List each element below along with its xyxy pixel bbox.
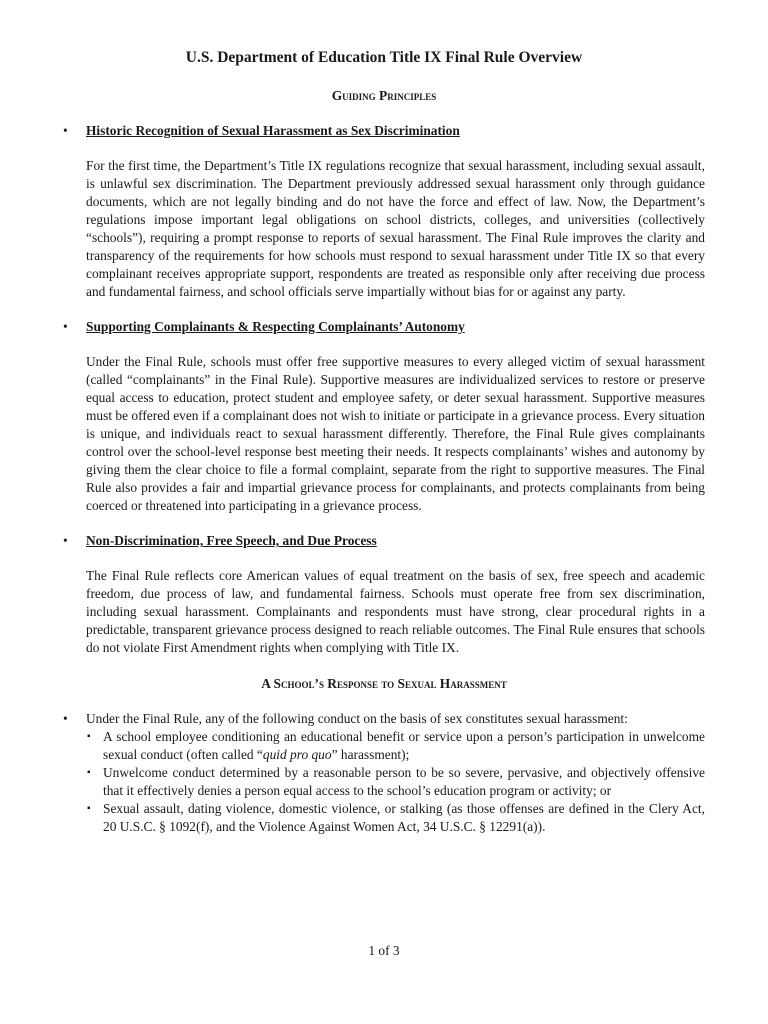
bullet: • [63, 533, 68, 548]
response-intro [63, 710, 705, 728]
principle-body-2: Under the Final Rule, schools must offer free supportive measures to every alleged victim of sexual harassment (called “complainants” in the Final Rule). Supportive measures are individualized services to restore or preserve equal access to education, protect student and employee safety, or deter sexual harassment. Supportive measures must be offered even if a complainant does not wish to initiate or participate in a grievance process. Every situation is unique, and individuals react to sexual harassment differently. Therefore, the Final Rule gives complainants control over the school-level response best meeting their needs. It respects complainants’ wishes and autonomy by giving them the clear choice to file a formal complaint, separate from the right to supportive measures. The Final Rule also provides a fair and impartial grievance process for complainants, and protects complainants from being coerced or threatened into participating in a grievance process. [86, 354, 705, 513]
principle-body-3: The Final Rule reflects core American values of equal treatment on the basis of sex, free speech and academic freedom, due process of law, and fundamental fairness. Schools must operate free from sex discrimination, including sexual harassment. Complainants and respondents must have strong, clear procedural rights in a predictable, transparent grievance process designed to reach reliable outcomes. The Final Rule ensures that schools do not violate First Amendment rights when complying with Title IX. [86, 568, 705, 655]
section-heading-guiding-principles: Guiding Principles [331, 88, 437, 103]
response-intro-text: Under the Final Rule, any of the following conduct on the basis of sex constitutes sexual harassment: [86, 711, 628, 726]
section-heading-school-response: A School’s Response to Sexual Harassment [261, 676, 507, 691]
list-item-text: A school employee conditioning an educational benefit or service upon a person’s participation in unwelcome sexual conduct (often called “ [103, 729, 705, 762]
harassment-definitions-list [63, 728, 705, 836]
principle-heading-1-text: Historic Recognition of Sexual Harassment as Sex Discrimination [86, 123, 460, 138]
page-number: 1 of 3 [368, 943, 400, 958]
list-item [86, 800, 705, 836]
list-item-italic: quid pro quo [262, 747, 332, 762]
principle-heading-2 [63, 318, 705, 336]
list-item-text: Sexual assault, dating violence, domestic violence, or stalking (as those offenses are defined in the Clery Act, 20 U.S.C. § 1092(f), and the Violence Against Women Act, 34 U.S.C. § 12291(a)). [103, 801, 705, 834]
list-item-text-end: ” harassment); [331, 747, 410, 762]
principle-body-1: For the first time, the Department’s Title IX regulations recognize that sexual harassment, including sexual assault, is unlawful sex discrimination. The Department previously addressed sexual harassment only through guidance documents, which are not legally binding and do not have the force and effect of law. Now, the Department’s regulations impose important legal obligations on school districts, colleges, and universities (collectively “schools”), requiring a prompt response to reports of sexual harassment. The Final Rule improves the clarity and transparency of the requirements for how schools must respond to sexual harassment under Title IX so that every complainant receives appropriate support, respondents are treated as responsible only after receiving due process and fundamental fairness, and school officials serve impartially without bias for or against any party. [86, 158, 705, 299]
list-item [86, 728, 705, 764]
bullet: • [63, 319, 68, 334]
square-bullet: ▪ [87, 767, 91, 778]
document-title: U.S. Department of Education Title IX Final Rule Overview [185, 49, 583, 66]
square-bullet: ▪ [87, 803, 91, 814]
principle-heading-3 [63, 532, 705, 550]
bullet: • [63, 123, 68, 138]
square-bullet: ▪ [87, 731, 91, 742]
principle-heading-2-text: Supporting Complainants & Respecting Complainants’ Autonomy [86, 319, 465, 334]
bullet: • [63, 711, 68, 726]
principle-heading-1 [63, 122, 705, 140]
list-item-text: Unwelcome conduct determined by a reasonable person to be so severe, pervasive, and objectively offensive that it effectively denies a person equal access to the school’s education program or activity; or [103, 765, 705, 798]
list-item [86, 764, 705, 800]
principle-heading-3-text: Non-Discrimination, Free Speech, and Due Process [86, 533, 377, 548]
